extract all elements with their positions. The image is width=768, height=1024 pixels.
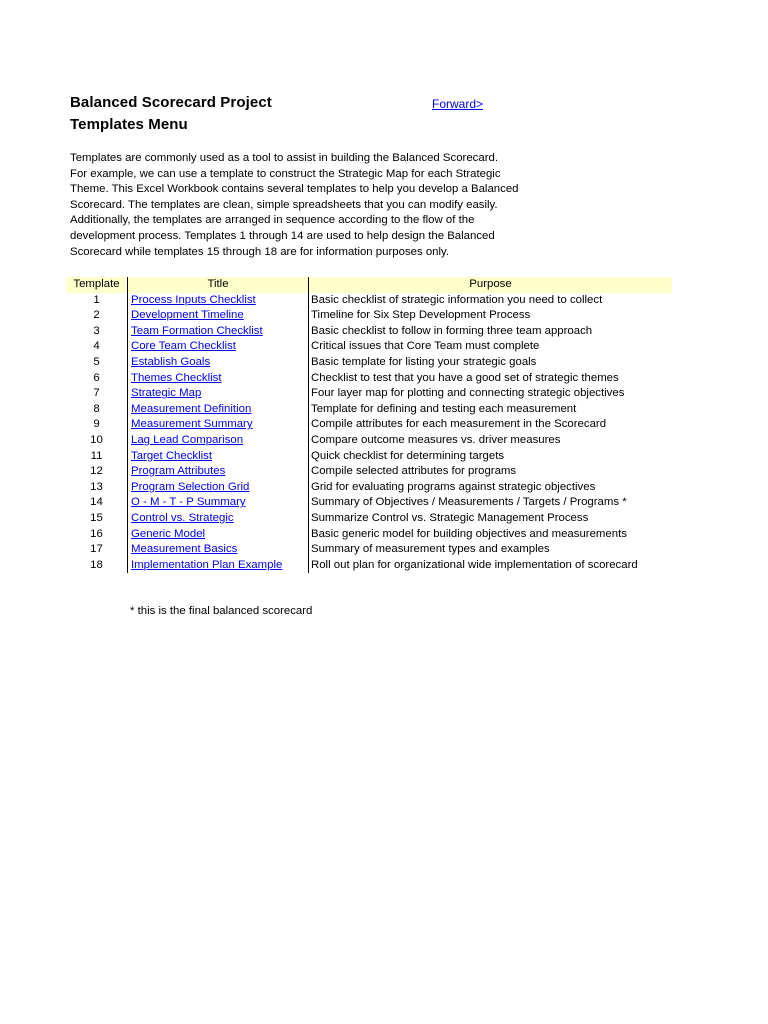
- template-link[interactable]: Measurement Definition: [131, 402, 252, 415]
- purpose-cell: Quick checklist for determining targets: [311, 449, 505, 462]
- purpose-cell: Basic template for listing your strategic goals: [311, 355, 537, 368]
- purpose-cell: Four layer map for plotting and connecting strategic objectives: [311, 387, 625, 400]
- template-number: 9: [66, 417, 128, 433]
- footnote: * this is the final balanced scorecard: [130, 605, 313, 617]
- title-cell: [128, 355, 309, 371]
- title-cell: [128, 480, 309, 496]
- purpose-cell: Template for defining and testing each measurement: [311, 402, 577, 415]
- purpose-cell: Timeline for Six Step Development Process: [311, 309, 531, 322]
- table-row: [66, 558, 672, 574]
- purpose-cell: Compile selected attributes for programs: [311, 465, 517, 478]
- title-cell: [128, 527, 309, 543]
- title-cell: [128, 371, 309, 387]
- table-row: [66, 464, 672, 480]
- purpose-cell: Grid for evaluating programs against strategic objectives: [311, 480, 596, 493]
- header-purpose: Purpose: [469, 278, 512, 290]
- table-row: [66, 308, 672, 324]
- title-cell: [128, 542, 309, 558]
- title-cell: [128, 449, 309, 465]
- purpose-cell: Critical issues that Core Team must complete: [311, 340, 540, 353]
- templates-table: [66, 277, 672, 573]
- purpose-cell: Basic checklist of strategic information you need to collect: [311, 293, 603, 306]
- template-link[interactable]: Process Inputs Checklist: [131, 293, 256, 306]
- intro-line: Scorecard. The templates are clean, simple spreadsheets that you can modify easily.: [70, 198, 498, 211]
- table-row: [66, 371, 672, 387]
- table-row: [66, 527, 672, 543]
- table-row: [66, 542, 672, 558]
- template-link[interactable]: Control vs. Strategic: [131, 511, 234, 524]
- template-link[interactable]: Lag Lead Comparison: [131, 433, 244, 446]
- title-cell: [128, 293, 309, 309]
- title-cell: [128, 308, 309, 324]
- template-number: 7: [66, 386, 128, 402]
- title-cell: [128, 511, 309, 527]
- table-row: [66, 417, 672, 433]
- template-number: 1: [66, 293, 128, 309]
- template-link[interactable]: Generic Model: [131, 527, 206, 540]
- template-link[interactable]: Program Attributes: [131, 465, 226, 478]
- table-row: [66, 495, 672, 511]
- page-title-line-1: Balanced Scorecard Project: [70, 94, 272, 111]
- template-number: 18: [66, 558, 128, 574]
- template-number: 13: [66, 480, 128, 496]
- purpose-cell: Checklist to test that you have a good set of strategic themes: [311, 371, 619, 384]
- template-number: 4: [66, 339, 128, 355]
- purpose-cell: Summarize Control vs. Strategic Management Process: [311, 511, 589, 524]
- template-number: 11: [66, 449, 128, 465]
- purpose-cell: Compare outcome measures vs. driver measures: [311, 433, 561, 446]
- table-row: [66, 386, 672, 402]
- table-row: [66, 355, 672, 371]
- template-number: 15: [66, 511, 128, 527]
- page-title-line-2: Templates Menu: [70, 116, 188, 133]
- purpose-cell: Compile attributes for each measurement in the Scorecard: [311, 418, 607, 431]
- intro-paragraph: [70, 151, 540, 260]
- template-number: 16: [66, 527, 128, 543]
- template-number: 6: [66, 371, 128, 387]
- template-link[interactable]: Themes Checklist: [131, 371, 222, 384]
- title-cell: [128, 558, 309, 574]
- table-row: [66, 449, 672, 465]
- template-link[interactable]: Core Team Checklist: [131, 340, 236, 353]
- template-link[interactable]: Development Timeline: [131, 309, 244, 322]
- table-row: [66, 433, 672, 449]
- template-number: 8: [66, 402, 128, 418]
- table-row: [66, 511, 672, 527]
- intro-line: Scorecard while templates 15 through 18 are for information purposes only.: [70, 245, 450, 258]
- template-link[interactable]: Program Selection Grid: [131, 480, 250, 493]
- title-cell: [128, 386, 309, 402]
- table-body: [66, 293, 672, 574]
- template-number: 12: [66, 464, 128, 480]
- purpose-cell: Summary of Objectives / Measurements / Targets / Programs *: [311, 496, 627, 509]
- title-cell: [128, 495, 309, 511]
- template-number: 14: [66, 495, 128, 511]
- header-template: Template: [66, 277, 128, 293]
- intro-line: Additionally, the templates are arranged in sequence according to the flow of the: [70, 214, 475, 227]
- intro-line: Templates are commonly used as a tool to assist in building the Balanced Scorecard.: [70, 152, 499, 164]
- intro-line: For example, we can use a template to construct the Strategic Map for each Strategic: [70, 167, 501, 180]
- template-link[interactable]: Measurement Basics: [131, 543, 238, 556]
- template-link[interactable]: Team Formation Checklist: [131, 324, 263, 337]
- table-row: [66, 402, 672, 418]
- template-number: 3: [66, 324, 128, 340]
- purpose-cell: Summary of measurement types and examples: [311, 543, 550, 556]
- table-row: [66, 324, 672, 340]
- template-number: 17: [66, 542, 128, 558]
- intro-line: Theme. This Excel Workbook contains several templates to help you develop a Balanced: [70, 183, 519, 196]
- title-cell: [128, 339, 309, 355]
- table-row: [66, 480, 672, 496]
- template-link[interactable]: Strategic Map: [131, 387, 202, 400]
- title-cell: [128, 324, 309, 340]
- table-row: [66, 339, 672, 355]
- title-cell: [128, 464, 309, 480]
- purpose-cell: Basic checklist to follow in forming three team approach: [311, 324, 593, 337]
- template-link[interactable]: Measurement Summary: [131, 418, 253, 431]
- template-link[interactable]: Implementation Plan Example: [131, 558, 283, 571]
- table-header-row: [66, 277, 672, 293]
- template-number: 2: [66, 308, 128, 324]
- intro-line: development process. Templates 1 through 14 are used to help design the Balanced: [70, 229, 495, 242]
- purpose-cell: Basic generic model for building objectives and measurements: [311, 527, 627, 540]
- template-link[interactable]: Establish Goals: [131, 355, 211, 368]
- title-cell: [128, 402, 309, 418]
- header-title: Title: [128, 277, 309, 293]
- template-link[interactable]: O - M - T - P Summary: [131, 496, 246, 509]
- template-number: 5: [66, 355, 128, 371]
- table-row: [66, 293, 672, 309]
- template-number: 10: [66, 433, 128, 449]
- title-cell: [128, 417, 309, 433]
- purpose-cell: Roll out plan for organizational wide implementation of scorecard: [311, 558, 638, 571]
- title-cell: [128, 433, 309, 449]
- template-link[interactable]: Target Checklist: [131, 449, 213, 462]
- forward-link[interactable]: Forward>: [432, 97, 484, 111]
